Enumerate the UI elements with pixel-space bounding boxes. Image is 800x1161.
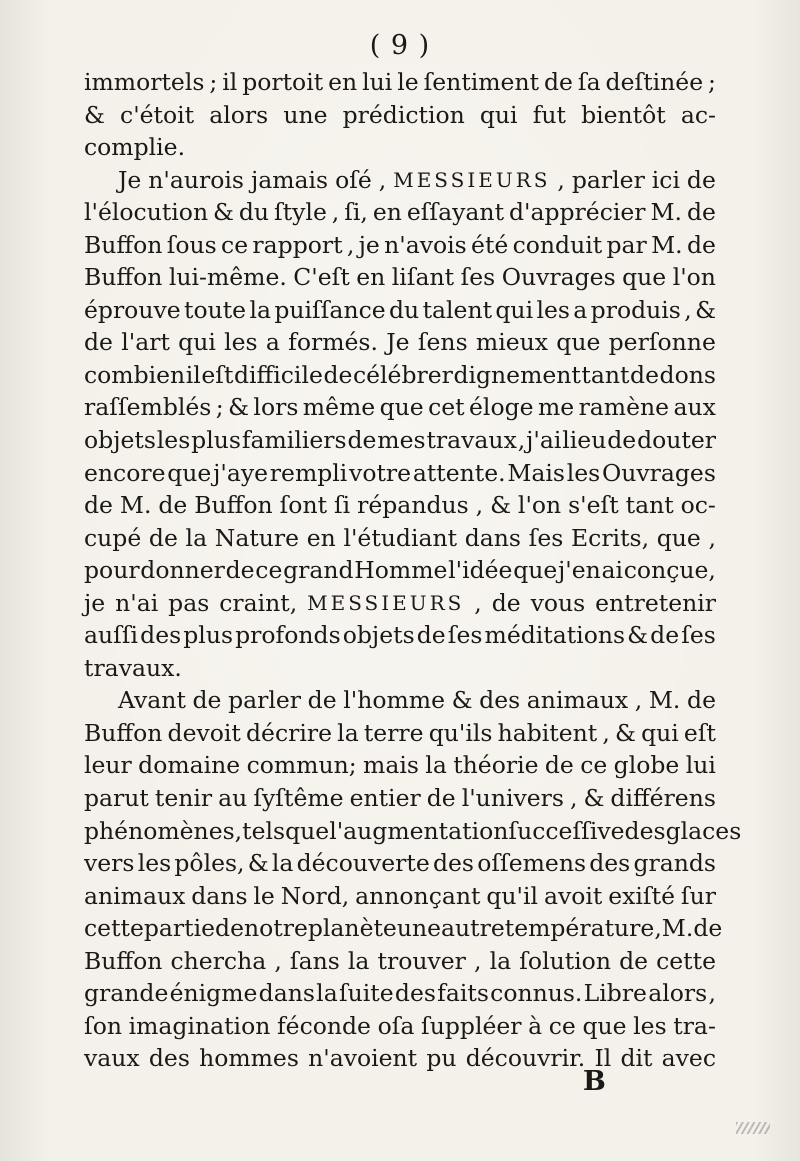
- text-line: immortels ; il portoit en lui le ſentiment de ſa deſtinée ;: [84, 68, 716, 96]
- text-line: Buffon ſous ce rapport , je n'avois été conduit par M. de: [84, 230, 716, 259]
- text-line: phénomènes , tels que l'augmentation ſucceſſive des glaces: [84, 816, 742, 845]
- text-line: de M. de Buffon ſont ſi répandus , & l'on s'eſt tant oc-: [84, 491, 716, 520]
- text-line: Buffon chercha , ſans la trouver , la ſolution de cette: [84, 946, 716, 975]
- text-line: encore que j'aye rempli votre attente. Mais les Ouvrages: [84, 458, 716, 487]
- body-text: [84, 66, 742, 1075]
- text-line: ſon imagination féconde oſa ſuppléer à ce que les tra-: [84, 1011, 716, 1040]
- text-line: raſſemblés ; & lors même que cet éloge me ramène aux: [84, 393, 716, 422]
- text-line: éprouve toute la puiſſance du talent qui les a produis , &: [84, 295, 716, 324]
- text-line: cupé de la Nature en l'étudiant dans ſes Ecrits, que ,: [84, 523, 716, 552]
- text-line: je n'ai pas craint, MESSIEURS , de vous entretenir: [84, 588, 716, 617]
- text-line: complie.: [84, 133, 186, 162]
- text-line: vaux des hommes n'avoient pu découvrir. Il dit avec: [84, 1044, 716, 1073]
- text-line: l'élocution & du ſtyle , ſi, en eſſayant d'apprécier M. de: [84, 198, 716, 227]
- text-line: grande énigme dans la ſuite des faits connus. Libre alors ,: [84, 979, 716, 1008]
- text-line: travaux.: [84, 653, 182, 682]
- text-line: parut tenir au ſyſtême entier de l'univers , & différens: [84, 784, 716, 813]
- text-line: combien il eſt difficile de célébrer dignement tant de dons: [84, 360, 716, 389]
- text-line: Buffon lui-même. C'eſt en liſant ſes Ouvrages que l'on: [84, 263, 716, 292]
- text-line: leur domaine commun; mais la théorie de ce globe lui: [84, 751, 716, 780]
- ink-smudge: [736, 1122, 770, 1134]
- page-number: ( 9 ): [369, 30, 431, 61]
- text-line: pour donner de ce grand Homme l'idée que j'en ai conçue,: [84, 556, 716, 585]
- text-line: de l'art qui les a formés. Je ſens mieux que perſonne: [84, 328, 716, 357]
- text-line: animaux dans le Nord, annonçant qu'il avoit exiſté ſur: [84, 881, 716, 910]
- text-line: auſſi des plus profonds objets de ſes méditations & de ſes: [84, 621, 716, 650]
- text-line: Avant de parler de l'homme & des animaux , M. de: [118, 686, 716, 715]
- signature-mark: B: [583, 1066, 606, 1097]
- text-line: cette partie de notre planète une autre température , M. de: [84, 914, 723, 943]
- text-line: Je n'aurois jamais oſé , MESSIEURS , parler ici de: [118, 165, 716, 194]
- text-line: & c'étoit alors une prédiction qui fut bientôt ac-: [84, 100, 716, 129]
- text-line: vers les pôles, & la découverte des oſſemens des grands: [84, 849, 716, 878]
- text-line: objets les plus familiers de mes travaux , j'ai lieu de douter: [84, 426, 716, 455]
- text-line: Buffon devoit décrire la terre qu'ils habitent , & qui eſt: [84, 718, 716, 747]
